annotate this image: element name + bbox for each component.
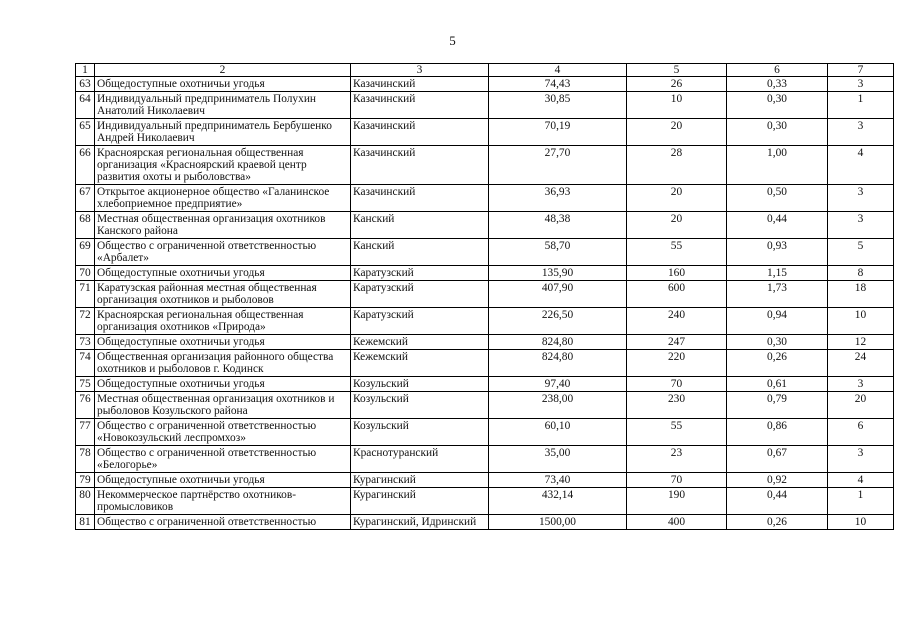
column-header-2: 2 [95,64,351,77]
district-name: Козульский [351,377,489,392]
column-6-value: 0,92 [727,473,828,488]
table-header-row [76,64,894,77]
organization-name: Общество с ограниченной ответственностью «Арбалет» [95,239,351,266]
district-name: Кежемский [351,350,489,377]
page-number: 5 [449,33,456,48]
organization-name: Открытое акционерное общество «Галанинское хлебоприемное предприятие» [95,185,351,212]
column-6-value: 0,79 [727,392,828,419]
district-name: Казачинский [351,185,489,212]
column-6-value: 0,50 [727,185,828,212]
table-row [76,185,894,212]
table-row [76,446,894,473]
organization-name: Каратузская районная местная общественная организация охотников и рыболовов [95,281,351,308]
column-6-value: 0,61 [727,377,828,392]
district-name: Канский [351,212,489,239]
area-value: 60,10 [489,419,627,446]
table-row [76,335,894,350]
district-name: Канский [351,239,489,266]
district-name: Каратузский [351,281,489,308]
column-6-value: 0,67 [727,446,828,473]
table-row [76,281,894,308]
column-5-value: 247 [627,335,727,350]
column-6-value: 0,93 [727,239,828,266]
row-number: 70 [76,266,95,281]
column-5-value: 20 [627,185,727,212]
district-name: Курагинский [351,473,489,488]
column-5-value: 10 [627,92,727,119]
column-5-value: 400 [627,515,727,530]
row-number: 77 [76,419,95,446]
column-5-value: 28 [627,146,727,185]
area-value: 407,90 [489,281,627,308]
table-row [76,515,894,530]
table-row [76,77,894,92]
table-row [76,350,894,377]
table-row [76,488,894,515]
column-6-value: 0,30 [727,119,828,146]
row-number: 64 [76,92,95,119]
column-5-value: 20 [627,119,727,146]
column-5-value: 600 [627,281,727,308]
area-value: 1500,00 [489,515,627,530]
organization-name: Красноярская региональная общественная организация «Красноярский краевой центр развития охоты и рыболовства» [95,146,351,185]
column-7-value: 1 [828,92,894,119]
row-number: 71 [76,281,95,308]
area-value: 824,80 [489,335,627,350]
row-number: 63 [76,77,95,92]
district-name: Козульский [351,392,489,419]
district-name: Курагинский [351,488,489,515]
column-7-value: 3 [828,77,894,92]
table-row [76,392,894,419]
column-6-value: 0,33 [727,77,828,92]
organization-name: Местная общественная организация охотников и рыболовов Козульского района [95,392,351,419]
column-7-value: 3 [828,377,894,392]
column-6-value: 1,73 [727,281,828,308]
row-number: 79 [76,473,95,488]
area-value: 35,00 [489,446,627,473]
table-row [76,119,894,146]
area-value: 70,19 [489,119,627,146]
table-row [76,239,894,266]
district-name: Казачинский [351,146,489,185]
organization-name: Индивидуальный предприниматель Полухин Анатолий Николаевич [95,92,351,119]
table-row [76,92,894,119]
column-7-value: 8 [828,266,894,281]
row-number: 74 [76,350,95,377]
table-row [76,266,894,281]
district-name: Каратузский [351,266,489,281]
column-7-value: 24 [828,350,894,377]
district-name: Казачинский [351,77,489,92]
column-7-value: 3 [828,119,894,146]
organization-name: Некоммерческое партнёрство охотников-промысловиков [95,488,351,515]
area-value: 432,14 [489,488,627,515]
column-7-value: 10 [828,308,894,335]
table-row [76,212,894,239]
row-number: 81 [76,515,95,530]
district-name: Краснотуранский [351,446,489,473]
row-number: 69 [76,239,95,266]
area-value: 58,70 [489,239,627,266]
area-value: 36,93 [489,185,627,212]
district-name: Курагинский, Идринский [351,515,489,530]
row-number: 65 [76,119,95,146]
column-5-value: 55 [627,239,727,266]
column-7-value: 4 [828,146,894,185]
organization-name: Общедоступные охотничьи угодья [95,473,351,488]
row-number: 80 [76,488,95,515]
column-6-value: 0,30 [727,92,828,119]
row-number: 78 [76,446,95,473]
area-value: 97,40 [489,377,627,392]
column-6-value: 0,94 [727,308,828,335]
hunting-grounds-table [75,63,894,530]
row-number: 67 [76,185,95,212]
column-7-value: 3 [828,212,894,239]
organization-name: Общество с ограниченной ответственностью «Белогорье» [95,446,351,473]
organization-name: Индивидуальный предприниматель Бербушенко Андрей Николаевич [95,119,351,146]
column-header-4: 4 [489,64,627,77]
organization-name: Красноярская региональная общественная организация охотников «Природа» [95,308,351,335]
column-7-value: 12 [828,335,894,350]
organization-name: Общедоступные охотничьи угодья [95,377,351,392]
row-number: 72 [76,308,95,335]
column-7-value: 6 [828,419,894,446]
organization-name: Общедоступные охотничьи угодья [95,335,351,350]
area-value: 238,00 [489,392,627,419]
area-value: 824,80 [489,350,627,377]
area-value: 48,38 [489,212,627,239]
table-row [76,377,894,392]
column-7-value: 20 [828,392,894,419]
column-5-value: 23 [627,446,727,473]
column-5-value: 220 [627,350,727,377]
area-value: 135,90 [489,266,627,281]
table-row [76,473,894,488]
column-5-value: 20 [627,212,727,239]
column-7-value: 1 [828,488,894,515]
column-header-3: 3 [351,64,489,77]
column-7-value: 3 [828,185,894,212]
column-header-1: 1 [76,64,95,77]
table-row [76,146,894,185]
column-6-value: 0,26 [727,515,828,530]
column-5-value: 160 [627,266,727,281]
column-5-value: 70 [627,377,727,392]
organization-name: Местная общественная организация охотников Канского района [95,212,351,239]
column-7-value: 4 [828,473,894,488]
column-5-value: 26 [627,77,727,92]
column-5-value: 230 [627,392,727,419]
area-value: 226,50 [489,308,627,335]
column-7-value: 5 [828,239,894,266]
column-header-5: 5 [627,64,727,77]
organization-name: Общедоступные охотничьи угодья [95,77,351,92]
column-5-value: 70 [627,473,727,488]
organization-name: Общество с ограниченной ответственностью «Новокозульский леспромхоз» [95,419,351,446]
district-name: Кежемский [351,335,489,350]
column-5-value: 55 [627,419,727,446]
district-name: Козульский [351,419,489,446]
row-number: 66 [76,146,95,185]
column-6-value: 0,44 [727,488,828,515]
area-value: 27,70 [489,146,627,185]
row-number: 75 [76,377,95,392]
district-name: Казачинский [351,119,489,146]
table-row [76,308,894,335]
column-6-value: 1,00 [727,146,828,185]
column-6-value: 0,86 [727,419,828,446]
area-value: 74,43 [489,77,627,92]
organization-name: Общественная организация районного общества охотников и рыболовов г. Кодинск [95,350,351,377]
column-5-value: 190 [627,488,727,515]
column-header-7: 7 [828,64,894,77]
column-7-value: 3 [828,446,894,473]
organization-name: Общедоступные охотничьи угодья [95,266,351,281]
column-header-6: 6 [727,64,828,77]
district-name: Каратузский [351,308,489,335]
row-number: 68 [76,212,95,239]
row-number: 73 [76,335,95,350]
column-6-value: 0,26 [727,350,828,377]
organization-name: Общество с ограниченной ответственностью [95,515,351,530]
table-row [76,419,894,446]
row-number: 76 [76,392,95,419]
area-value: 73,40 [489,473,627,488]
district-name: Казачинский [351,92,489,119]
area-value: 30,85 [489,92,627,119]
column-7-value: 10 [828,515,894,530]
column-6-value: 0,30 [727,335,828,350]
column-7-value: 18 [828,281,894,308]
column-5-value: 240 [627,308,727,335]
column-6-value: 1,15 [727,266,828,281]
column-6-value: 0,44 [727,212,828,239]
